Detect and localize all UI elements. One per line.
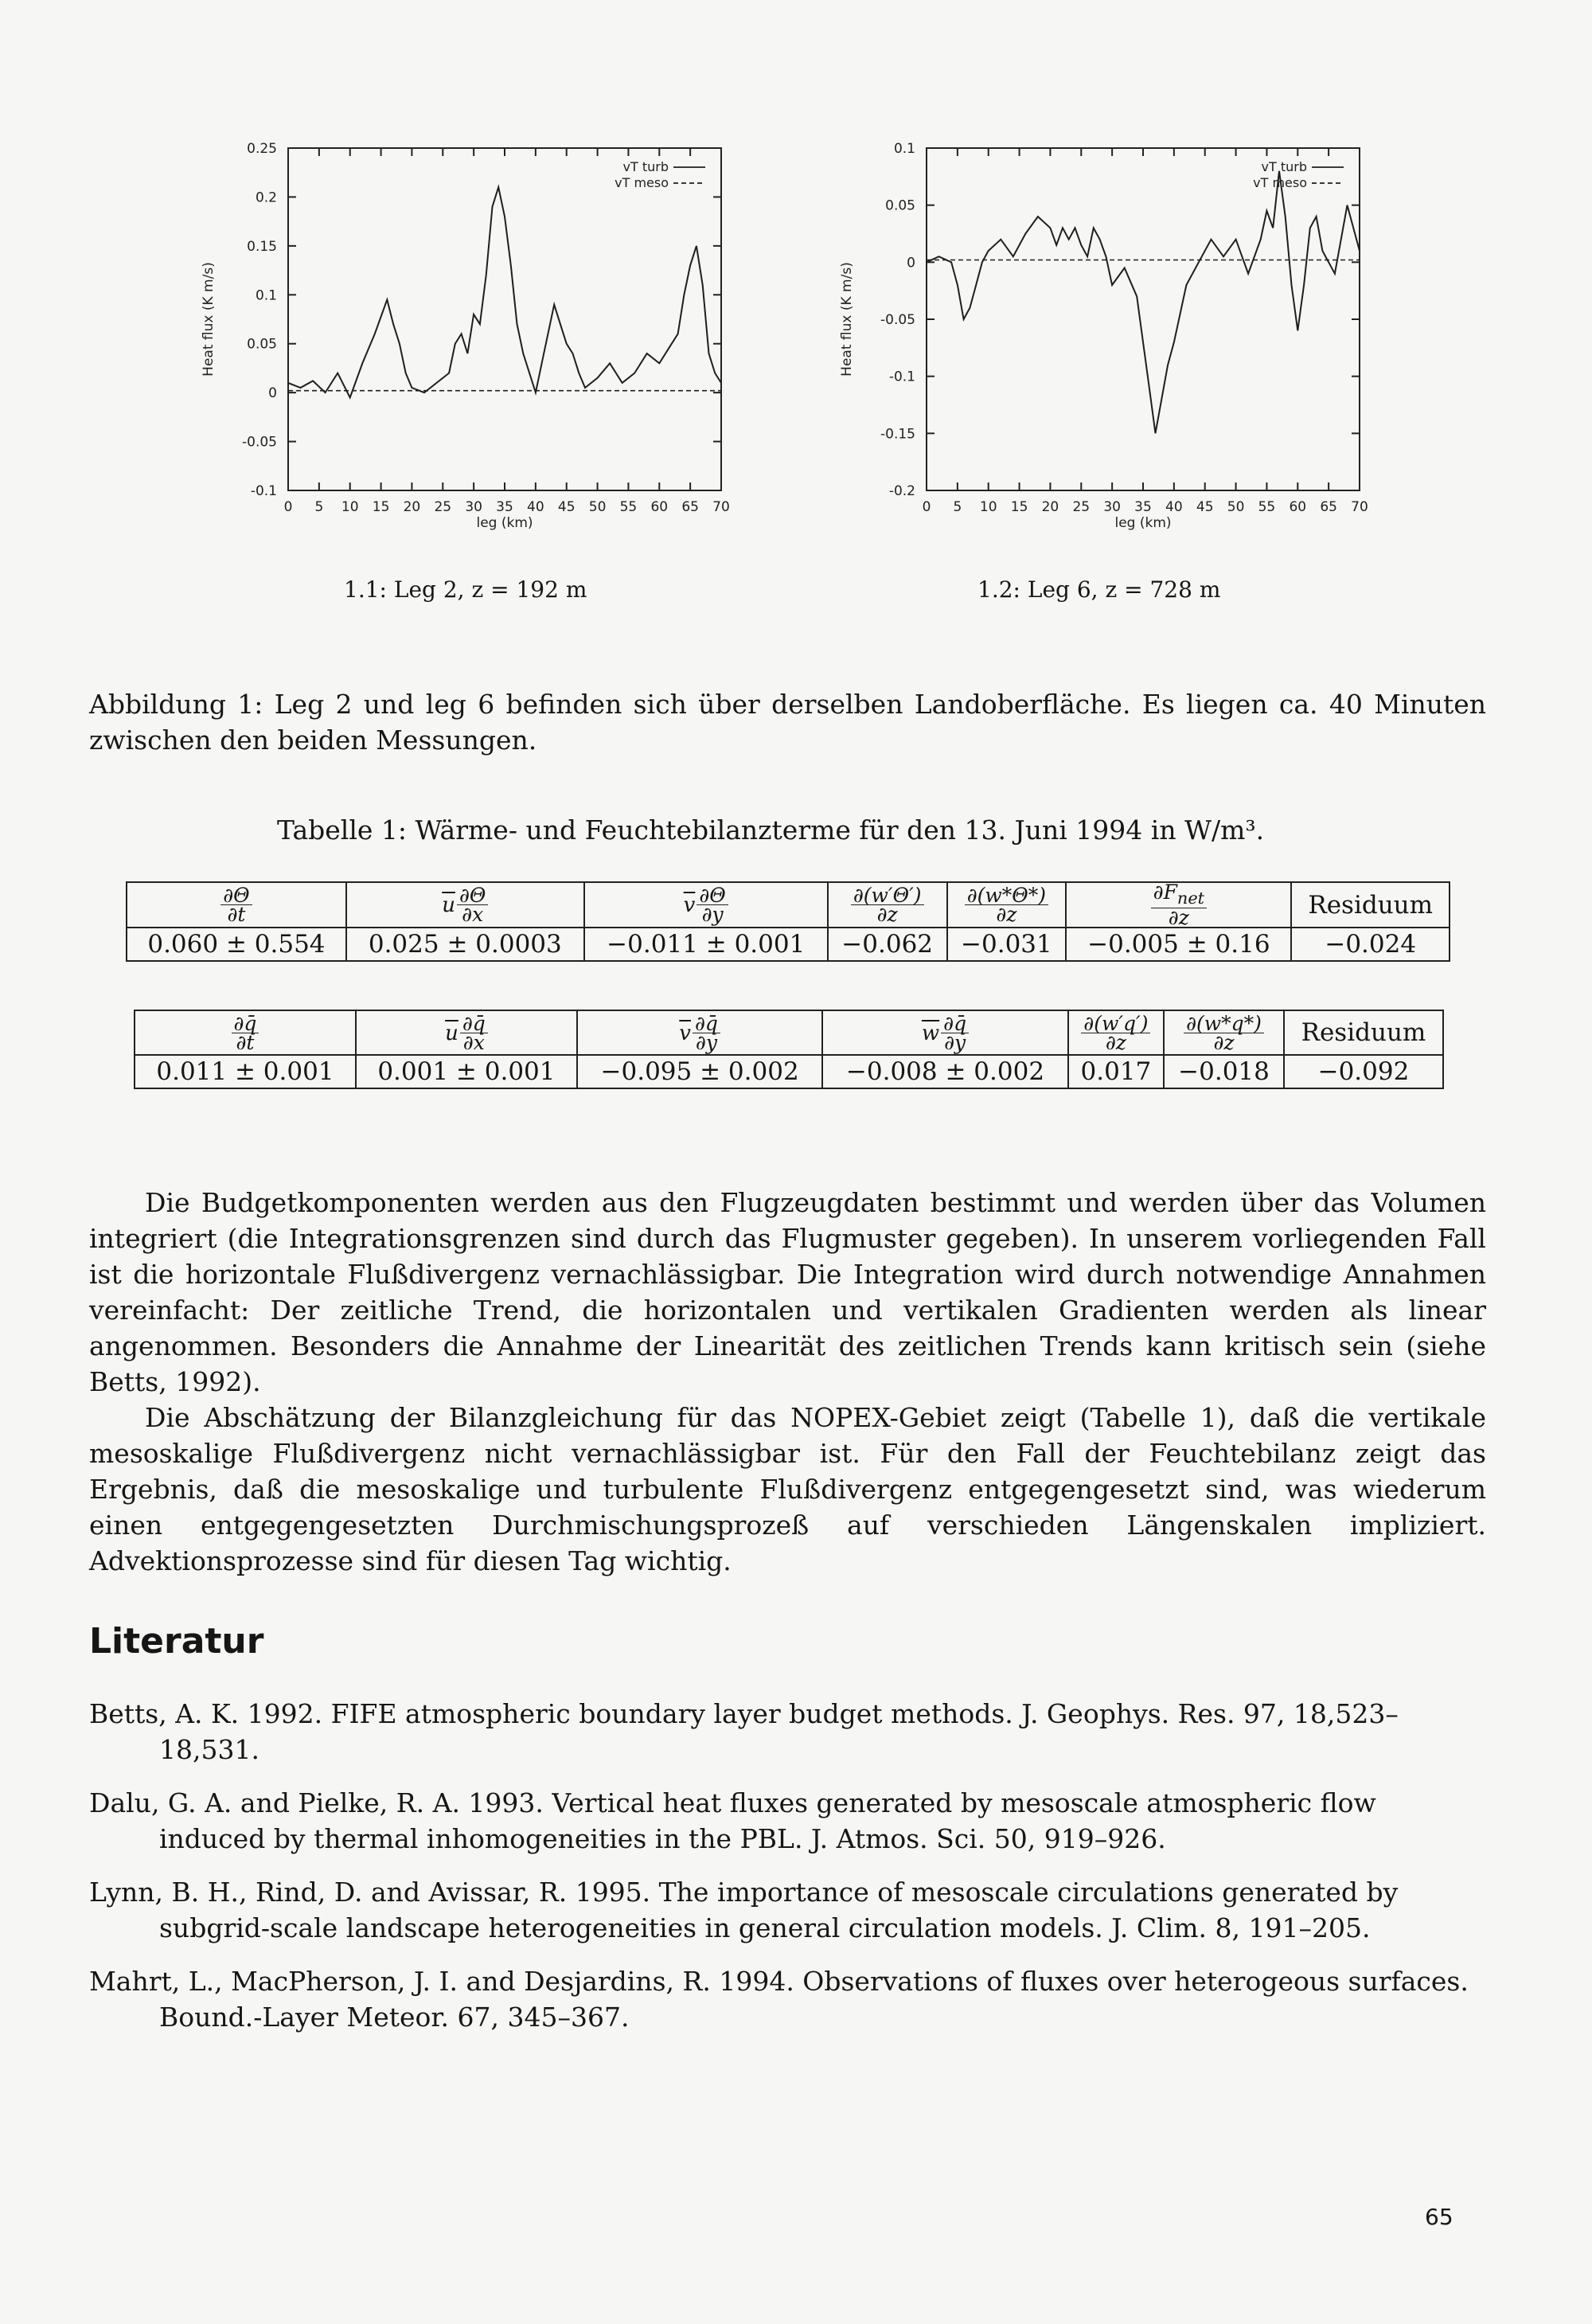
x-tick-label: 10 — [341, 499, 359, 515]
body-text — [89, 1185, 1486, 1579]
y-tick-label: 0.25 — [247, 141, 277, 157]
header-v-dtheta-dy: $\overline{v}$ $\frac{\partial\Theta}{\partial y}$ — [584, 882, 828, 928]
x-tick-label: 5 — [314, 499, 324, 515]
x-tick-label: 20 — [1041, 499, 1059, 515]
y-tick-label: 0 — [907, 255, 915, 271]
moisture-budget-table — [134, 1010, 1444, 1089]
x-tick-label: 25 — [434, 499, 452, 515]
y-tick-label: -0.05 — [880, 312, 915, 328]
x-tick-label: 55 — [619, 499, 638, 515]
reference-list — [89, 1696, 1486, 2035]
x-tick-label: 25 — [1072, 499, 1091, 515]
chart-leg6 — [0, 0, 1592, 557]
x-axis-label: leg (km) — [1114, 515, 1172, 531]
header-meso-moisture-div: $\frac{\partial(w*q*)}{\partial z}$ — [1164, 1010, 1284, 1055]
header-dtheta-dt: $\frac{\partial\Theta}{\partial t}$ — [127, 882, 346, 928]
y-tick-label: 0 — [268, 385, 277, 402]
header-residuum: Residuum — [1291, 882, 1450, 928]
x-tick-label: 50 — [1227, 499, 1245, 515]
table-cell: 0.017 — [1068, 1055, 1164, 1088]
legend-label: vT meso — [615, 175, 669, 190]
x-tick-label: 55 — [1258, 499, 1276, 515]
header-u-dq-dx: $\overline{u}$ $\frac{\partial q̄}{\partial x}$ — [356, 1010, 577, 1055]
header-v-dq-dy: $\overline{v}$ $\frac{\partial q̄}{\partial y}$ — [577, 1010, 822, 1055]
x-tick-label: 35 — [496, 499, 513, 515]
x-tick-label: 65 — [681, 499, 699, 515]
y-tick-label: 0.1 — [893, 141, 915, 157]
header-dq-dt: $\frac{\partial q̄}{\partial t}$ — [135, 1010, 356, 1055]
x-tick-label: 35 — [1134, 499, 1152, 515]
figure-caption: Abbildung 1: Leg 2 und leg 6 befinden sich über derselben Landoberfläche. Es liegen ca. 40 Minuten zwischen den beiden Messungen. — [89, 689, 1486, 756]
y-tick-label: 0.05 — [247, 336, 277, 353]
x-tick-label: 15 — [1010, 499, 1028, 515]
subfigure-caption-2: 1.2: Leg 6, z = 728 m — [977, 576, 1221, 603]
subfigure-caption-1: 1.1: Leg 2, z = 192 m — [344, 576, 587, 603]
paragraph: Die Budgetkomponenten werden aus den Flugzeugdaten bestimmt und werden über das Volumen integriert (die Integrationsgrenzen sind durch das Flugmuster gegeben). In unserem vorliegenden Fall ist die horizontale Flußdivergenz vernachlässigbar. Die Integration wird durch notwendige Annahmen vereinfacht: Der zeitliche Trend, die horizontalen und vertikalen Gradienten werden als linear angenommen. Besonders die Annahme der Linearität des zeitlichen Trends kann kritisch sein (siehe Betts, 1992). — [89, 1187, 1486, 1397]
header-w-dq-dy: $\overline{w}$ $\frac{\partial q̄}{\partial y}$ — [822, 1010, 1067, 1055]
header-u-dtheta-dx: $\overline{u}$ $\frac{\partial\Theta}{\partial x}$ — [346, 882, 584, 928]
table-cell: −0.092 — [1284, 1055, 1443, 1088]
y-tick-label: -0.15 — [880, 426, 915, 443]
y-tick-label: 0.15 — [247, 238, 277, 255]
header-residuum: Residuum — [1284, 1010, 1443, 1055]
page-number: 65 — [1425, 2204, 1453, 2230]
x-tick-label: 10 — [979, 499, 997, 515]
legend-label: vT turb — [622, 159, 669, 174]
y-tick-label: -0.05 — [242, 434, 277, 451]
x-tick-label: 30 — [1103, 499, 1121, 515]
y-tick-label: -0.1 — [250, 483, 277, 499]
header-turb-moisture-div: $\frac{\partial(w'q')}{\partial z}$ — [1068, 1010, 1164, 1055]
x-tick-label: 5 — [953, 499, 962, 515]
y-tick-label: -0.1 — [888, 369, 915, 385]
legend-label: vT turb — [1261, 159, 1307, 174]
heat-budget-table — [126, 881, 1450, 962]
table-cell: −0.062 — [828, 928, 947, 961]
x-tick-label: 20 — [403, 499, 421, 515]
table-cell: −0.024 — [1291, 928, 1450, 961]
x-tick-label: 40 — [527, 499, 544, 515]
x-tick-label: 60 — [1289, 499, 1307, 515]
x-tick-label: 70 — [712, 499, 730, 515]
x-axis-label: leg (km) — [476, 515, 533, 531]
series-line-turb — [927, 171, 1360, 434]
x-tick-label: 15 — [372, 499, 390, 515]
table-cell: 0.011 ± 0.001 — [135, 1055, 356, 1088]
section-heading: Literatur — [89, 1621, 264, 1662]
y-tick-label: 0.1 — [255, 287, 277, 304]
x-tick-label: 50 — [588, 499, 607, 515]
x-tick-label: 45 — [1196, 499, 1214, 515]
x-tick-label: 65 — [1320, 499, 1337, 515]
x-tick-label: 30 — [465, 499, 482, 515]
paragraph: Die Abschätzung der Bilanzgleichung für das NOPEX-Gebiet zeigt (Tabelle 1), daß die vertikale mesoskalige Flußdivergenz nicht vernachlässigbar ist. Für den Fall der Feuchtebilanz zeigt das Ergebnis, daß die mesoskalige und turbulente Flußdivergenz entgegengesetzt sind, was wiederum einen entgegengesetzten Durchmischungsprozeß auf verschieden Längenskalen impliziert. Advektionsprozesse sind für diesen Tag wichtig. — [89, 1402, 1486, 1576]
reference-item: Dalu, G. A. and Pielke, R. A. 1993. Vertical heat fluxes generated by mesoscale atmospheric flow induced by thermal inhomogeneities in the PBL. J. Atmos. Sci. 50, 919–926. — [89, 1787, 1376, 1854]
plot-frame — [927, 148, 1360, 490]
x-tick-label: 0 — [922, 499, 931, 515]
x-tick-label: 40 — [1165, 499, 1183, 515]
table-cell: −0.031 — [947, 928, 1067, 961]
table-cell: −0.018 — [1164, 1055, 1284, 1088]
legend-label: vT meso — [1253, 175, 1307, 190]
reference-item: Lynn, B. H., Rind, D. and Avissar, R. 1995. The importance of mesoscale circulations generated by subgrid-scale landscape heterogeneities in general circulation models. J. Clim. 8, 191–205. — [89, 1877, 1399, 1943]
reference-item: Betts, A. K. 1992. FIFE atmospheric boundary layer budget methods. J. Geophys. Res. 97, 18,523–18,531. — [89, 1698, 1399, 1765]
table-cell: 0.060 ± 0.554 — [127, 928, 346, 961]
table-cell: −0.095 ± 0.002 — [577, 1055, 822, 1088]
x-tick-label: 60 — [650, 499, 669, 515]
table-cell: 0.001 ± 0.001 — [356, 1055, 577, 1088]
table-caption: Tabelle 1: Wärme- und Feuchtebilanzterme für den 13. Juni 1994 in W/m³. — [277, 814, 1265, 846]
y-axis-label: Heat flux (K m/s) — [839, 262, 855, 377]
x-tick-label: 45 — [557, 499, 576, 515]
table-cell: −0.005 ± 0.16 — [1066, 928, 1291, 961]
table-cell: −0.008 ± 0.002 — [822, 1055, 1067, 1088]
x-tick-label: 70 — [1351, 499, 1368, 515]
table-cell: 0.025 ± 0.0003 — [346, 928, 584, 961]
header-radiation-div: $\frac{\partial F_{net}}{\partial z}$ — [1066, 882, 1291, 928]
reference-item: Mahrt, L., MacPherson, J. I. and Desjardins, R. 1994. Observations of fluxes over heterogeous surfaces. Bound.-Layer Meteor. 67, 345–367. — [89, 1966, 1469, 2033]
header-meso-flux-div: $\frac{\partial(w*\Theta*)}{\partial z}$ — [947, 882, 1067, 928]
y-tick-label: -0.2 — [888, 483, 915, 499]
table-cell: −0.011 ± 0.001 — [584, 928, 828, 961]
y-tick-label: 0.2 — [255, 189, 277, 206]
x-tick-label: 0 — [283, 499, 293, 515]
y-tick-label: 0.05 — [885, 197, 915, 214]
header-turb-flux-div: $\frac{\partial(w'\Theta')}{\partial z}$ — [828, 882, 947, 928]
y-axis-label: Heat flux (K m/s) — [201, 262, 217, 377]
